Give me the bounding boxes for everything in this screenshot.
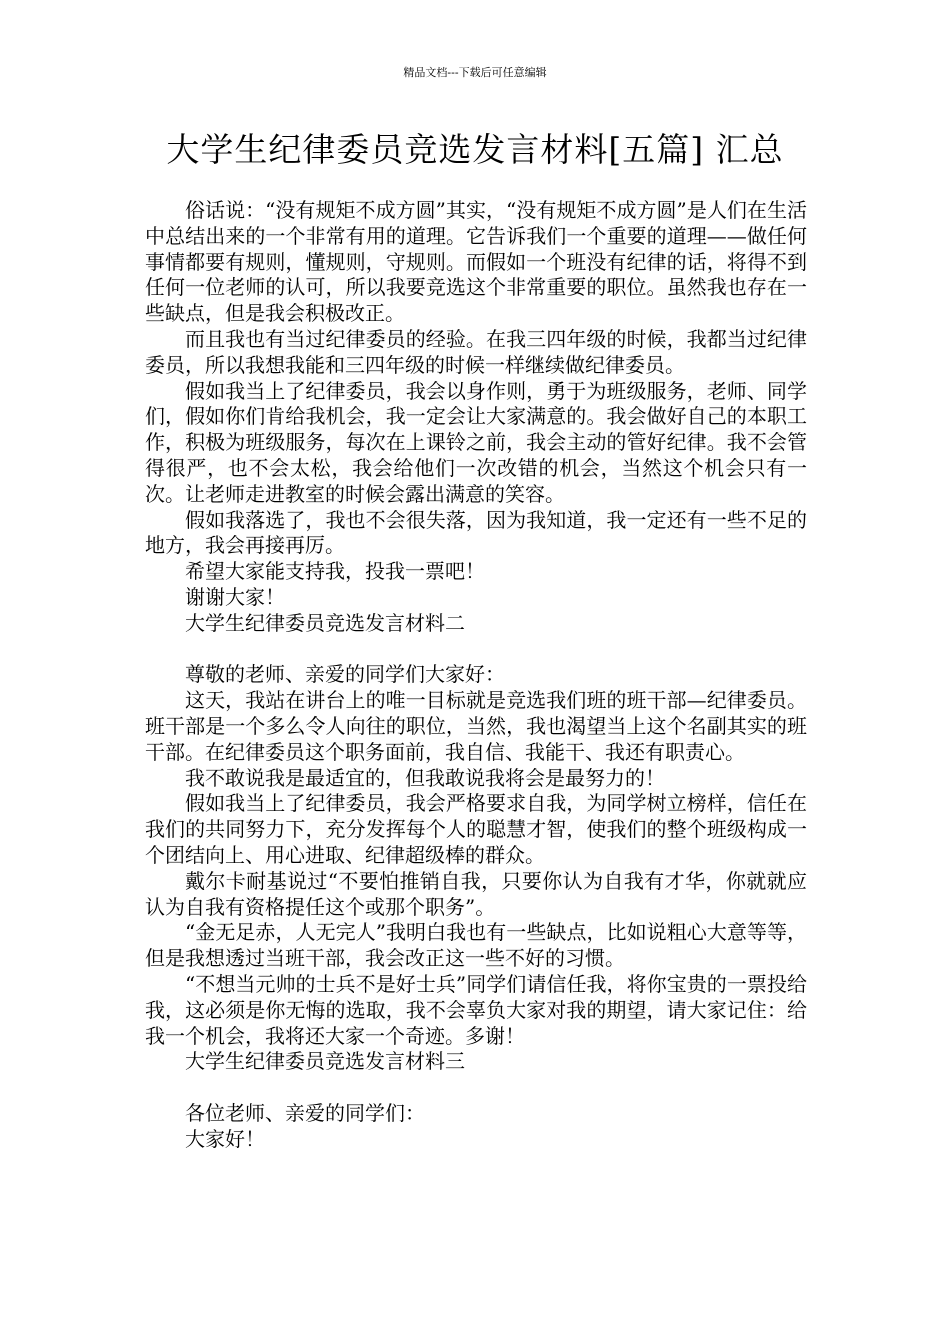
paragraph: 各位老师、亲爱的同学们： <box>185 1100 425 1125</box>
paragraph: 戴尔卡耐基说过“不要怕推销自我，只要你认为自我有才华，你就就应认为自我有资格提任这个或那个职务”。 <box>145 868 807 919</box>
paragraph: 这天，我站在讲台上的唯一目标就是竞选我们班的班干部—纪律委员。班干部是一个多么令人向往的职位，当然，我也渴望当上这个名副其实的班干部。在纪律委员这个职务面前，我自信、我能干、我还有职责心。 <box>145 688 807 764</box>
paragraph: 我不敢说我是最适宜的，但我敢说我将会是最努力的！ <box>185 765 665 790</box>
paragraph: 尊敬的老师、亲爱的同学们大家好： <box>185 662 505 687</box>
paragraph: 而且我也有当过纪律委员的经验。在我三四年级的时候，我都当过纪律委员，所以我想我能和三四年级的时候一样继续做纪律委员。 <box>145 326 807 377</box>
paragraph: 谢谢大家！ <box>185 584 285 609</box>
page-header: 精品文档---下载后可任意编辑 <box>403 66 547 79</box>
paragraph: 俗话说：“没有规矩不成方圆”其实，“没有规矩不成方圆”是人们在生活中总结出来的一个非常有用的道理。它告诉我们一个重要的道理——做任何事情都要有规则，懂规则，守规则。而假如一个班没有纪律的话，将得不到任何一位老师的认可，所以我要竞选这个非常重要的职位。虽然我也存在一些缺点，但是我会积极改正。 <box>145 198 807 326</box>
paragraph: 假如我落选了，我也不会很失落，因为我知道，我一定还有一些不足的地方，我会再接再厉。 <box>145 507 807 558</box>
paragraph: “不想当元帅的士兵不是好士兵”同学们请信任我，将你宝贵的一票投给我，这必须是你无悔的选取，我不会辜负大家对我的期望，请大家记住：给我一个机会，我将还大家一个奇迹。多谢！ <box>145 971 807 1048</box>
paragraph: 大家好！ <box>185 1126 265 1151</box>
section-heading: 大学生纪律委员竞选发言材料二 <box>185 610 465 635</box>
paragraph: 希望大家能支持我，投我一票吧！ <box>185 559 485 584</box>
paragraph: 假如我当上了纪律委员，我会严格要求自我，为同学树立榜样，信任在我们的共同努力下，充分发挥每个人的聪慧才智，使我们的整个班级构成一个团结向上、用心进取、纪律超级棒的群众。 <box>145 791 807 867</box>
blank-line <box>145 1075 807 1101</box>
document-title: 大学生纪律委员竞选发言材料[五篇] 汇总 <box>166 130 784 169</box>
section-heading: 大学生纪律委员竞选发言材料三 <box>185 1049 465 1074</box>
paragraph: “金无足赤，人无完人”我明白我也有一些缺点，比如说粗心大意等等，但是我想透过当班干部，我会改正这一些不好的习惯。 <box>145 920 807 971</box>
paragraph: 假如我当上了纪律委员，我会以身作则，勇于为班级服务，老师、同学们，假如你们肯给我机会，我一定会让大家满意的。我会做好自己的本职工作，积极为班级服务，每次在上课铃之前，我会主动的管好纪律。我不会管得很严，也不会太松，我会给他们一次改错的机会，当然这个机会只有一次。让老师走进教室的时候会露出满意的笑容。 <box>145 378 807 506</box>
document-body <box>145 198 807 1152</box>
blank-line <box>145 637 807 663</box>
